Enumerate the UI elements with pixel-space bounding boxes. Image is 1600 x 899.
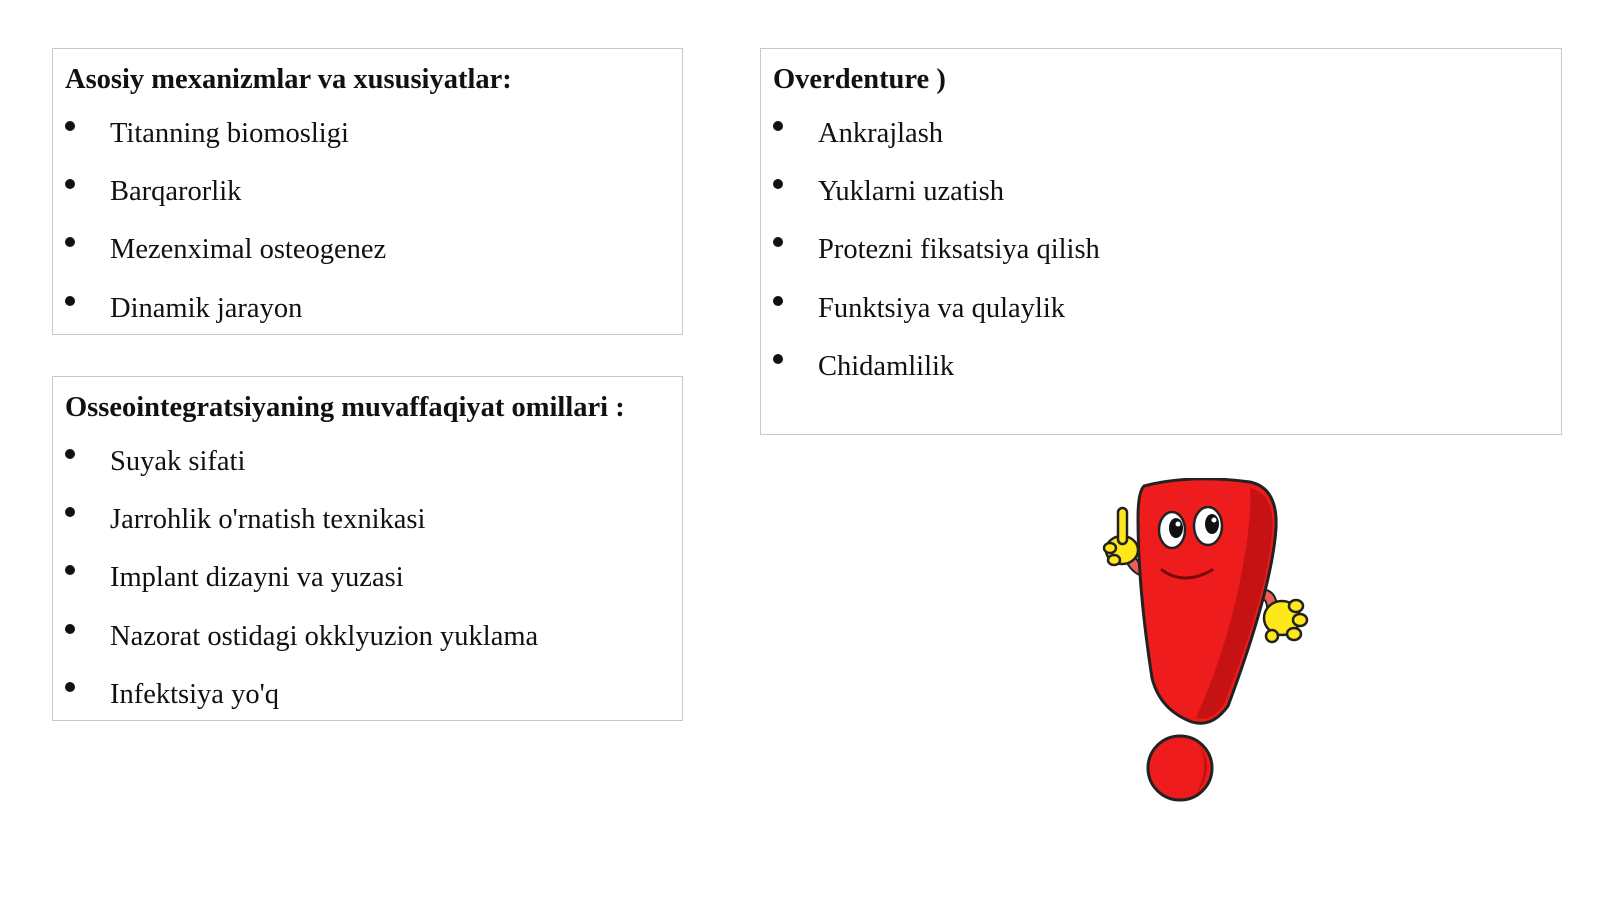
mascot-dot bbox=[1148, 736, 1212, 800]
bullet-icon bbox=[773, 179, 783, 189]
list-item-text: Dinamik jarayon bbox=[110, 292, 303, 324]
mechanisms-title: Asosiy mexanizmlar va xususiyatlar: bbox=[65, 64, 512, 95]
bullet-icon bbox=[773, 296, 783, 306]
mascot-left-hand bbox=[1104, 508, 1138, 565]
overdenture-box bbox=[760, 48, 1562, 435]
list-item-text: Barqarorlik bbox=[110, 176, 242, 208]
list-item-text: Suyak sifati bbox=[110, 446, 246, 477]
bullet-icon bbox=[773, 237, 783, 247]
bullet-icon bbox=[65, 179, 75, 189]
mascot-right-hand bbox=[1264, 600, 1307, 642]
factors-title: Osseointegratsiyaning muvaffaqiyat omillari : bbox=[65, 392, 625, 423]
bullet-icon bbox=[65, 237, 75, 247]
bullet-icon bbox=[773, 121, 783, 131]
bullet-icon bbox=[773, 354, 783, 364]
list-item-text: Infektsiya yo'q bbox=[110, 678, 279, 710]
bullet-icon bbox=[65, 565, 75, 575]
list-item-text: Jarrohlik o'rnatish texnikasi bbox=[110, 504, 426, 536]
bullet-icon bbox=[65, 624, 75, 634]
bullet-icon bbox=[65, 682, 75, 692]
bullet-icon bbox=[65, 449, 75, 459]
bullet-icon bbox=[65, 296, 75, 306]
list-item-text: Implant dizayni va yuzasi bbox=[110, 562, 404, 594]
list-item-text: Yuklarni uzatish bbox=[818, 176, 1005, 208]
bullet-icon bbox=[65, 507, 75, 517]
factors-box bbox=[52, 376, 683, 721]
exclamation-mascot-icon bbox=[1100, 478, 1340, 838]
list-item-text: Protezni fiksatsiya qilish bbox=[818, 234, 1100, 266]
list-item-text: Titanning biomosligi bbox=[110, 118, 349, 149]
list-item-text: Nazorat ostidagi okklyuzion yuklama bbox=[110, 620, 539, 652]
list-item-text: Chidamlilik bbox=[818, 350, 955, 382]
overdenture-title: Overdenture ) bbox=[773, 64, 946, 95]
mechanisms-box bbox=[52, 48, 683, 335]
list-item-text: Mezenximal osteogenez bbox=[110, 234, 387, 266]
list-item-text: Funktsiya va qulaylik bbox=[818, 292, 1065, 324]
bullet-icon bbox=[65, 121, 75, 131]
list-item-text: Ankrajlash bbox=[818, 118, 944, 149]
